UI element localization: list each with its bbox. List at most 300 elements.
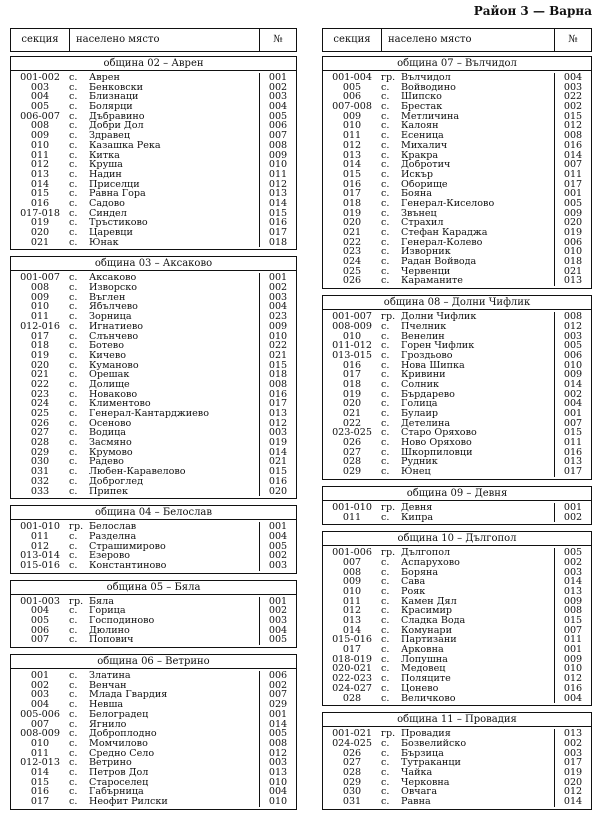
place-name: Припек [89, 486, 128, 497]
table-row [11, 238, 296, 248]
place-prefix: с. [381, 786, 390, 798]
row-number: 005 [554, 548, 591, 558]
place-name: Крумово [89, 447, 133, 458]
section-code: 008 [30, 120, 50, 132]
header-number: № [568, 34, 578, 46]
table-row [11, 428, 296, 438]
section-code: 011 [30, 530, 50, 542]
row-number: 007 [259, 690, 296, 700]
place-prefix: с. [69, 72, 78, 83]
place-name: Юнак [89, 237, 119, 248]
section-code: 009 [342, 110, 362, 122]
place-name: Дъбравино [89, 111, 145, 122]
section-code: 024 [342, 256, 362, 268]
section-code: 015 [30, 776, 50, 788]
place-name: Гроздьово [401, 350, 453, 361]
place-name: Орешак [89, 370, 130, 380]
place-prefix: с. [381, 556, 390, 568]
place-prefix: с. [381, 427, 390, 439]
place-name: Кракра [401, 150, 439, 161]
place-prefix: с. [69, 398, 78, 410]
section-code: 014 [30, 178, 50, 190]
section-code: 005 [30, 615, 50, 626]
place-name: Невша [89, 700, 124, 710]
place-name: Есеница [401, 131, 444, 141]
row-number: 014 [259, 448, 296, 458]
place-prefix: с. [69, 466, 78, 478]
place-name: Дюлино [89, 625, 130, 636]
section-code: 009 [342, 576, 362, 588]
place-prefix: с. [69, 207, 78, 219]
section-code: 015 [342, 168, 362, 180]
table-row [323, 209, 591, 219]
row-number: 006 [259, 121, 296, 131]
place-prefix: с. [69, 101, 78, 113]
table-row [323, 361, 591, 371]
section-code: 014 [342, 624, 362, 636]
section-code: 016 [30, 786, 50, 798]
section-code: 032 [30, 475, 50, 487]
row-number: 004 [554, 694, 591, 704]
section-code: 017 [30, 330, 50, 342]
table-row [323, 390, 591, 400]
row-number: 008 [259, 380, 296, 390]
place-prefix: с. [69, 689, 78, 701]
place-prefix: с. [381, 466, 390, 478]
row-number: 022 [554, 92, 591, 102]
row-number: 001 [554, 645, 591, 655]
row-number: 002 [259, 83, 296, 93]
place-prefix: с. [381, 456, 390, 468]
place-prefix: с. [69, 197, 78, 209]
municipality-section [322, 56, 592, 289]
place-prefix: с. [69, 330, 78, 342]
table-row [11, 690, 296, 700]
row-number: 015 [259, 209, 296, 219]
row-number: 005 [259, 542, 296, 552]
row-number: 010 [259, 332, 296, 342]
table-row [11, 758, 296, 768]
row-number: 014 [554, 380, 591, 390]
place-prefix: с. [69, 540, 78, 552]
row-number: 010 [554, 664, 591, 674]
section-code: 006 [30, 624, 50, 636]
row-number: 018 [554, 257, 591, 267]
row-number: 006 [554, 351, 591, 361]
section-code: 006 [342, 91, 362, 103]
place-name: Дългопол [401, 548, 451, 558]
place-prefix: с. [69, 217, 78, 229]
table-row [323, 228, 591, 238]
place-name: Садово [89, 198, 125, 209]
section-code: 013-014 [20, 550, 60, 562]
table-row [11, 322, 296, 332]
section-code: 024 [30, 398, 50, 410]
row-number: 009 [259, 322, 296, 332]
place-name: Неофит Рилски [89, 797, 168, 807]
section-code: 016 [30, 197, 50, 209]
header-number: № [273, 34, 283, 46]
place-prefix: с. [69, 408, 78, 419]
place-prefix: с. [69, 159, 78, 171]
place-name: Голица [401, 399, 438, 409]
section-code: 004 [30, 91, 50, 103]
row-number: 009 [554, 597, 591, 607]
table-row [11, 228, 296, 238]
place-name: Оборище [401, 179, 448, 190]
place-name: Белоградец [89, 709, 149, 720]
section-code: 018 [342, 378, 362, 390]
place-name: Попович [89, 635, 134, 646]
place-prefix: с. [381, 757, 390, 769]
section-code: 018 [342, 197, 362, 209]
row-number: 014 [554, 797, 591, 807]
section-code: 029 [30, 446, 50, 458]
row-number: 004 [259, 302, 296, 312]
section-code: 013 [342, 149, 362, 161]
place-prefix: с. [69, 91, 78, 103]
place-prefix: с. [69, 634, 78, 646]
row-number: 011 [554, 635, 591, 645]
place-prefix: с. [69, 282, 78, 294]
table-row [11, 409, 296, 419]
row-number: 006 [259, 671, 296, 681]
place-prefix: с. [69, 530, 78, 542]
table-row [11, 83, 296, 93]
place-prefix: гр. [381, 547, 396, 559]
place-prefix: гр. [381, 311, 396, 323]
section-code: 025 [30, 408, 50, 419]
table-row [11, 681, 296, 691]
table-row [11, 180, 296, 190]
place-prefix: с. [69, 369, 78, 381]
table-row [11, 787, 296, 797]
table-row [11, 121, 296, 131]
place-name: Здравец [89, 131, 130, 141]
place-name: Красимир [401, 606, 453, 616]
place-name: Равна [401, 797, 431, 807]
section-code: 029 [342, 776, 362, 788]
place-name: Бояна [401, 189, 432, 199]
table-row [323, 548, 591, 558]
place-prefix: с. [381, 159, 390, 171]
section-code: 001-003 [20, 595, 60, 607]
place-name: Червенци [401, 266, 451, 277]
table-row [323, 448, 591, 458]
row-number: 015 [554, 428, 591, 438]
table-row [323, 758, 591, 768]
row-number: 005 [554, 199, 591, 209]
row-number: 005 [259, 112, 296, 122]
table-row [11, 768, 296, 778]
table-row [323, 160, 591, 170]
place-prefix: с. [69, 786, 78, 798]
place-name: Бенковски [89, 82, 144, 93]
place-name: Лопушна [401, 654, 448, 665]
row-number: 003 [259, 616, 296, 626]
place-prefix: с. [381, 168, 390, 180]
row-number: 029 [259, 700, 296, 710]
place-prefix: с. [69, 227, 78, 238]
place-name: Петров Дол [89, 767, 149, 778]
table-row [323, 102, 591, 112]
place-name: Боряна [401, 567, 439, 578]
section-code: 012 [342, 139, 362, 151]
place-name: Млада Гвардия [89, 690, 168, 701]
place-name: Тръстиково [89, 218, 148, 228]
row-number: 017 [554, 758, 591, 768]
place-name: Ябълчево [89, 302, 138, 313]
section-code: 026 [342, 275, 362, 287]
table-row [11, 671, 296, 681]
row-number: 007 [259, 131, 296, 141]
row-number: 002 [554, 513, 591, 523]
municipality-title: община 11 – Провадия [323, 712, 591, 727]
table-row [323, 635, 591, 645]
municipality-title: община 10 – Дългопол [323, 531, 591, 546]
row-number: 015 [259, 467, 296, 477]
table-row [323, 558, 591, 568]
place-prefix: с. [69, 670, 78, 682]
section-code: 006-007 [20, 110, 60, 122]
section-code: 033 [30, 485, 50, 497]
place-prefix: с. [381, 624, 390, 636]
row-number: 003 [259, 428, 296, 438]
row-number: 004 [259, 626, 296, 636]
section-code: 007 [30, 718, 50, 730]
municipality-section [10, 56, 297, 250]
place-prefix: с. [69, 796, 78, 807]
place-prefix: с. [381, 110, 390, 122]
row-number: 003 [259, 561, 296, 571]
row-number: 015 [259, 361, 296, 371]
row-number: 006 [554, 238, 591, 248]
table-row [11, 561, 296, 571]
row-number: 007 [554, 419, 591, 429]
place-name: Калоян [401, 121, 439, 132]
table-row [323, 322, 591, 332]
row-number: 001 [554, 503, 591, 513]
section-code: 010 [30, 737, 50, 749]
table-row [323, 778, 591, 788]
place-prefix: с. [381, 737, 390, 749]
place-name: Осеново [89, 418, 132, 429]
table-header [10, 28, 297, 52]
table-row [11, 457, 296, 467]
municipality-section [322, 531, 592, 706]
table-row [323, 438, 591, 448]
place-name: Вълчидол [401, 73, 451, 83]
place-prefix: с. [381, 130, 390, 142]
place-name: Цонево [401, 683, 439, 694]
place-name: Болярци [89, 102, 133, 112]
place-prefix: с. [381, 139, 390, 151]
place-prefix: с. [381, 747, 390, 759]
table-row [323, 739, 591, 749]
place-prefix: с. [69, 615, 78, 626]
place-prefix: с. [69, 110, 78, 122]
table-row [11, 380, 296, 390]
table-row [11, 532, 296, 542]
section-code: 002 [30, 679, 50, 691]
place-prefix: с. [69, 272, 78, 284]
row-number: 010 [259, 797, 296, 807]
section-code: 012-016 [20, 320, 60, 332]
place-name: Генерал-Колево [401, 237, 483, 248]
place-prefix: с. [69, 728, 78, 740]
section-code: 021 [342, 408, 362, 419]
section-code: 010 [342, 585, 362, 597]
place-prefix: с. [381, 349, 390, 361]
row-number: 005 [554, 341, 591, 351]
table-row [11, 170, 296, 180]
section-code: 020 [342, 217, 362, 229]
section-code: 019 [342, 388, 362, 400]
section-code: 010 [342, 330, 362, 342]
municipality-title: община 02 – Аврен [11, 56, 296, 71]
place-prefix: с. [69, 747, 78, 759]
place-prefix: с. [381, 120, 390, 132]
table-row [11, 797, 296, 807]
place-prefix: с. [381, 408, 390, 419]
place-name: Юнец [401, 467, 431, 477]
place-name: Искър [401, 169, 433, 180]
row-number: 002 [554, 558, 591, 568]
place-prefix: с. [69, 301, 78, 313]
place-name: Солник [401, 379, 439, 390]
place-prefix: с. [69, 456, 78, 468]
row-number: 004 [554, 399, 591, 409]
row-number: 003 [554, 749, 591, 759]
section-code: 017 [342, 369, 362, 381]
place-prefix: с. [381, 388, 390, 400]
place-name: Игнатиево [89, 321, 144, 332]
section-code: 016 [342, 359, 362, 371]
row-number: 012 [554, 121, 591, 131]
place-name: Господиново [89, 616, 155, 626]
place-prefix: с. [381, 236, 390, 248]
table-row [323, 73, 591, 83]
place-name: Староселец [89, 777, 149, 788]
row-number: 007 [554, 626, 591, 636]
row-number: 019 [259, 438, 296, 448]
place-prefix: с. [69, 120, 78, 132]
section-code: 011-012 [332, 340, 372, 352]
row-number: 016 [259, 477, 296, 487]
table-row [323, 131, 591, 141]
place-prefix: с. [381, 178, 390, 190]
table-row [11, 370, 296, 380]
row-number: 010 [554, 361, 591, 371]
place-prefix: с. [381, 673, 390, 685]
place-name: Царевци [89, 228, 133, 238]
place-name: Кривини [401, 370, 446, 380]
row-number: 017 [259, 399, 296, 409]
section-code: 017-018 [20, 207, 60, 219]
row-number: 019 [554, 768, 591, 778]
municipality-title: община 04 – Белослав [11, 505, 296, 520]
place-prefix: с. [381, 101, 390, 113]
place-name: Поляците [401, 674, 451, 684]
place-prefix: с. [69, 766, 78, 778]
section-code: 011 [30, 149, 50, 161]
place-prefix: с. [69, 737, 78, 749]
row-number: 013 [554, 457, 591, 467]
table-row [323, 351, 591, 361]
place-prefix: с. [381, 340, 390, 352]
table-row [11, 218, 296, 228]
section-code: 017 [342, 644, 362, 656]
row-number: 008 [259, 739, 296, 749]
place-prefix: с. [69, 311, 78, 323]
place-name: Булаир [401, 409, 439, 419]
place-prefix: с. [381, 605, 390, 617]
row-number: 008 [554, 606, 591, 616]
table-row [323, 768, 591, 778]
place-name: Медовец [401, 664, 446, 675]
place-name: Шипско [401, 92, 442, 103]
place-name: Надин [89, 169, 122, 180]
section-code: 008-009 [332, 320, 372, 332]
page-header: Район 3 — Варна [473, 4, 592, 18]
table-row [323, 587, 591, 597]
place-name: Величково [401, 693, 456, 704]
table-row [11, 73, 296, 83]
section-code: 020-021 [332, 663, 372, 675]
row-number: 003 [554, 568, 591, 578]
place-prefix: с. [381, 275, 390, 287]
place-name: Ново Оряхово [401, 438, 472, 448]
table-row [11, 778, 296, 788]
row-number: 011 [554, 438, 591, 448]
section-code: 025 [342, 265, 362, 277]
row-number: 015 [554, 616, 591, 626]
place-prefix: с. [381, 378, 390, 390]
row-number: 003 [259, 92, 296, 102]
row-number: 008 [554, 312, 591, 322]
row-number: 010 [554, 247, 591, 257]
place-prefix: с. [69, 149, 78, 161]
place-prefix: с. [69, 708, 78, 720]
place-name: Чайка [401, 767, 433, 778]
place-prefix: с. [381, 81, 390, 93]
section-code: 023-025 [332, 427, 372, 439]
row-number: 005 [259, 729, 296, 739]
table-row [11, 477, 296, 487]
place-name: Аврен [89, 73, 120, 83]
place-prefix: с. [69, 139, 78, 151]
place-prefix: с. [69, 388, 78, 400]
section-code: 012 [30, 159, 50, 171]
municipality-title: община 08 – Долни Чифлик [323, 295, 591, 310]
place-name: Метличина [401, 111, 460, 122]
place-name: Овчага [401, 787, 438, 797]
section-code: 019 [342, 207, 362, 219]
place-name: Близнаци [89, 92, 139, 103]
place-prefix: с. [69, 559, 78, 571]
place-prefix: с. [69, 699, 78, 711]
place-prefix: гр. [381, 72, 396, 83]
row-number: 014 [259, 199, 296, 209]
table-row [323, 189, 591, 199]
section-code: 019 [30, 217, 50, 229]
place-prefix: с. [381, 256, 390, 268]
place-prefix: с. [69, 378, 78, 390]
section-code: 013 [30, 168, 50, 180]
place-name: Езерово [89, 551, 131, 561]
row-number: 002 [554, 390, 591, 400]
place-name: Круша [89, 160, 123, 170]
